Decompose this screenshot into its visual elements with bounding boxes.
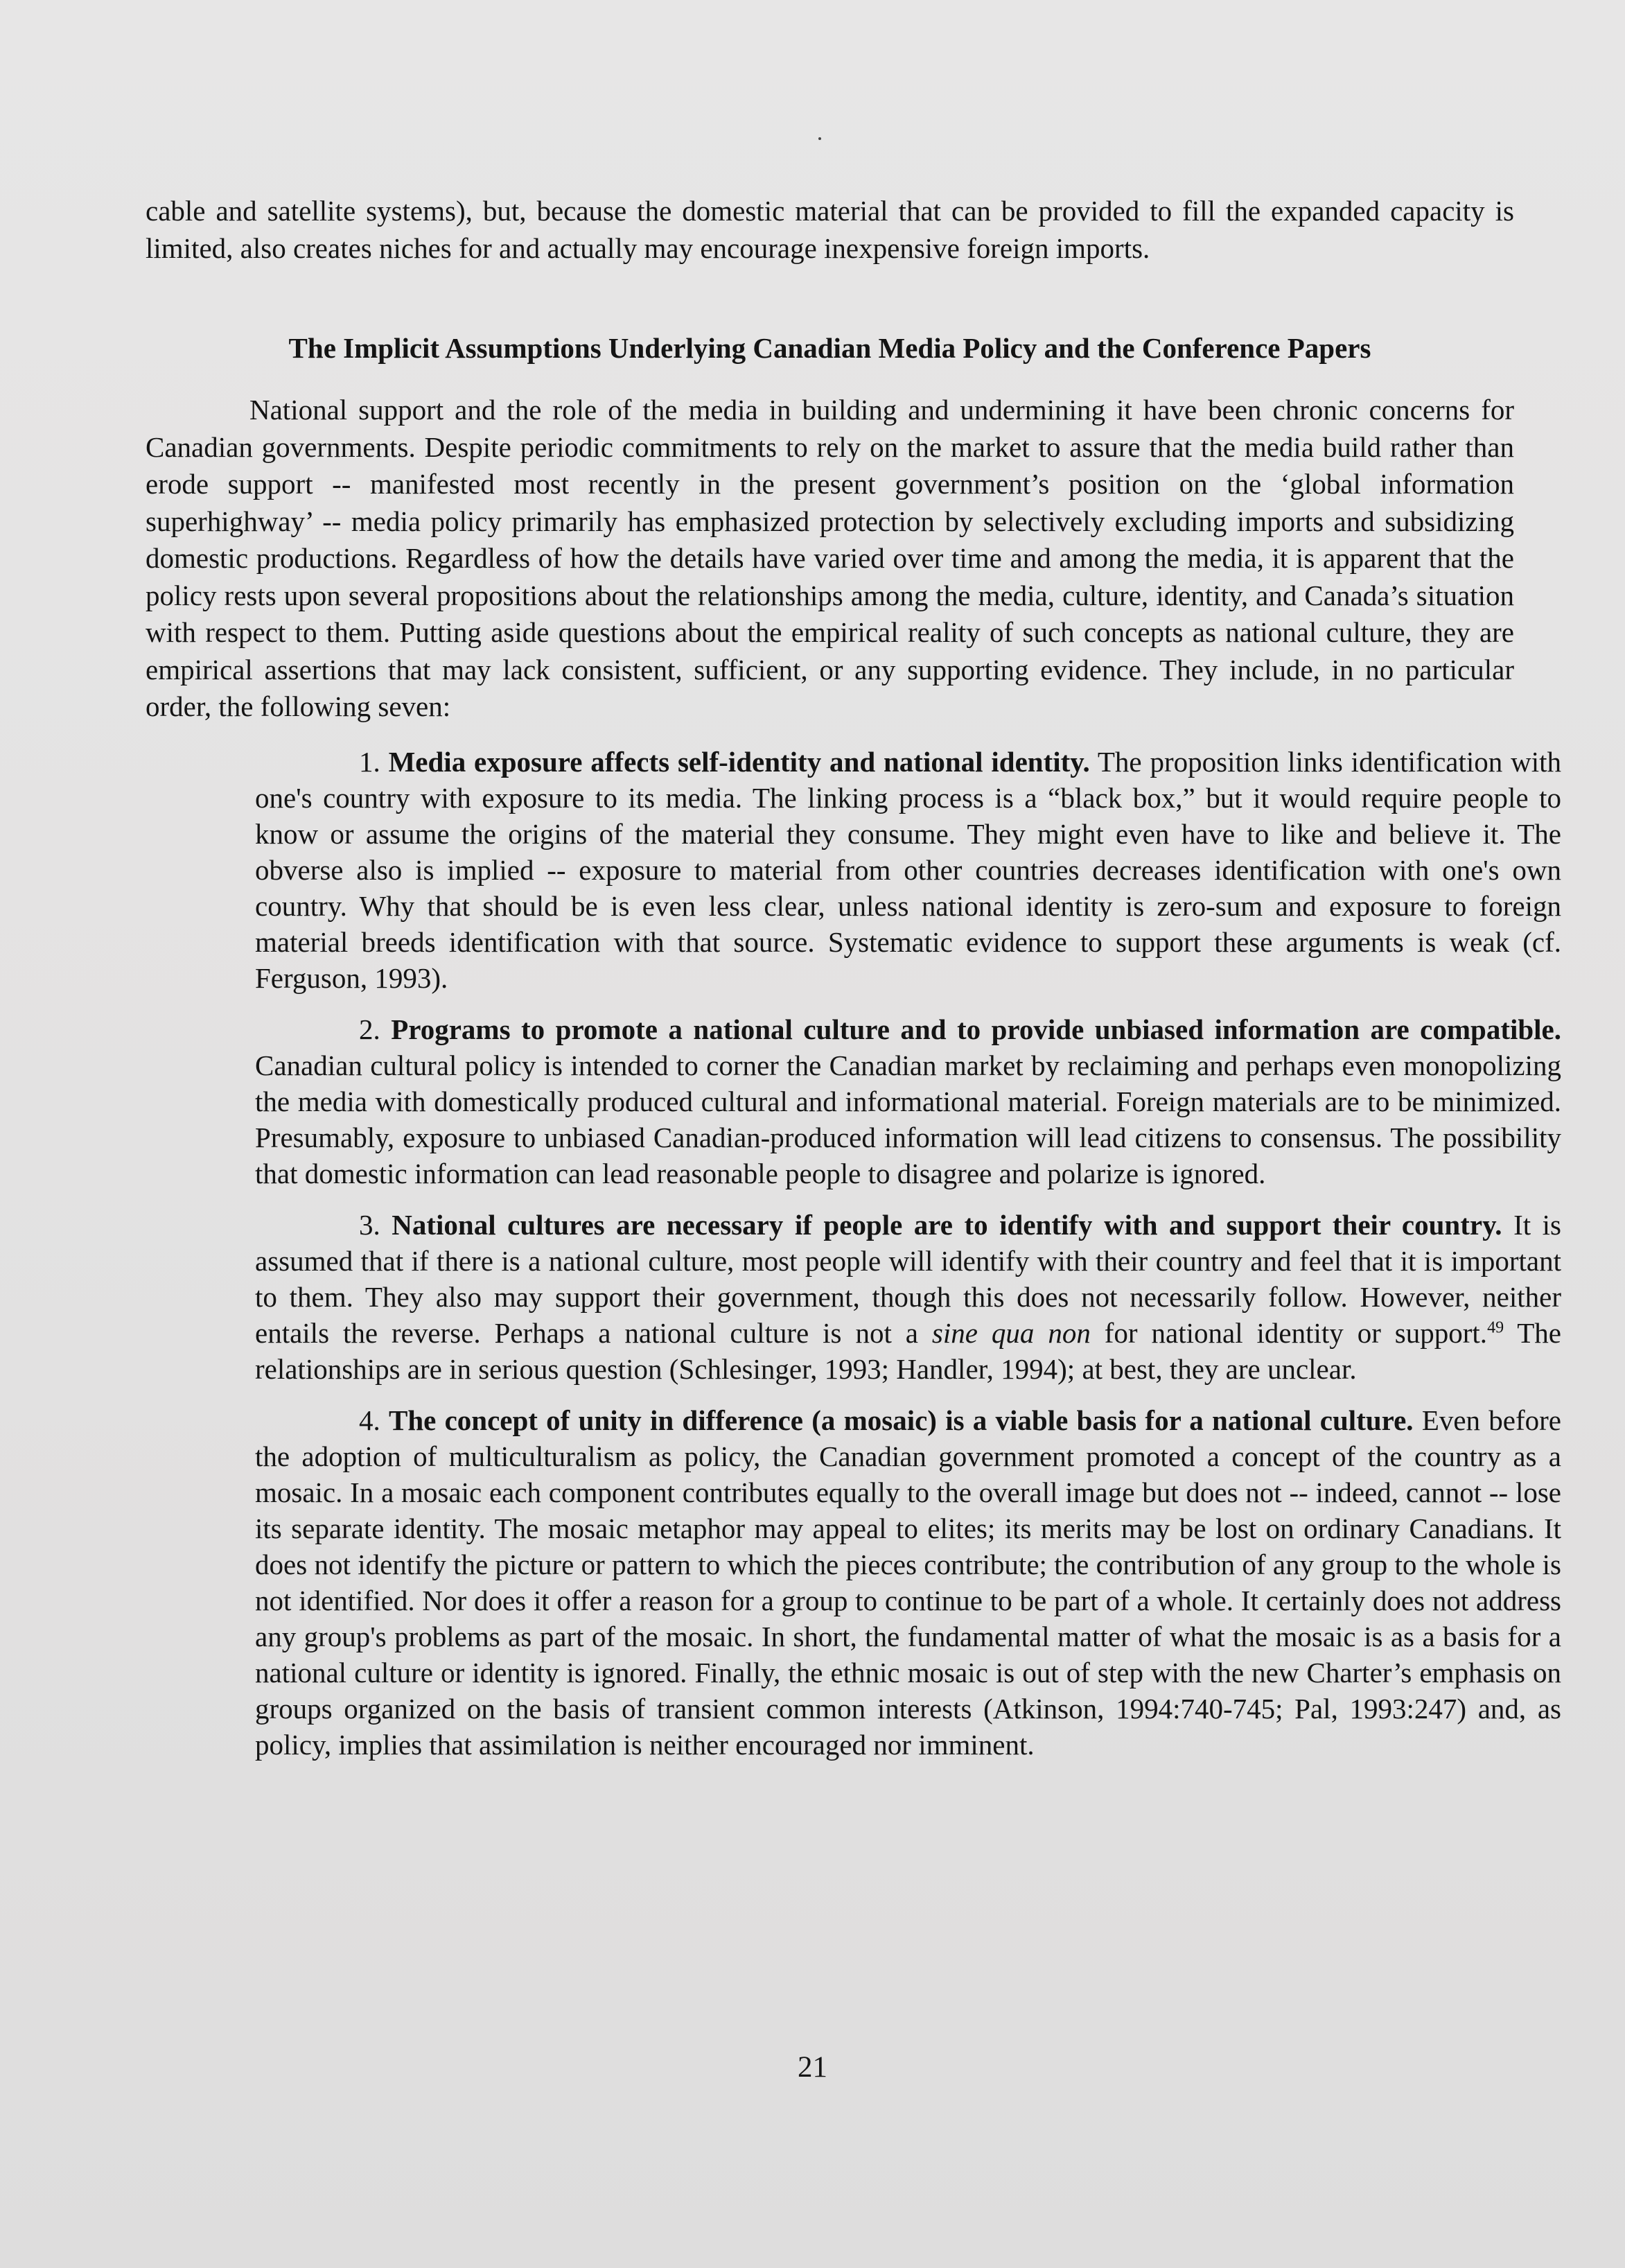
item-text: The proposition links identification with one's country with exposure to its media. The linking process is a “black box,” but it would require people to know or assume the origins of the material they consume. They might even have to like and believe it. The obverse also is implied -- exposure to material from other countries decreases identification with one's own country. Why that should be is even less clear, unless national identity is zero-sum and exposure to foreign material breeds identification with that source. Systematic evidence to support these arguments is weak (cf. Ferguson, 1993).	[255, 745, 1562, 994]
section-heading: The Implicit Assumptions Underlying Canadian Media Policy and the Conference Papers	[288, 332, 1371, 364]
item-italic-phrase: sine qua non	[931, 1316, 1091, 1349]
assumption-item-3	[255, 1207, 1561, 1387]
item-text: for national identity or support.	[1104, 1316, 1488, 1349]
intro-paragraph: cable and satellite systems), but, because the domestic material that can be provided to fill the expanded capacity is limited, also creates niches for and actually may encourage inexpensive foreign imports.	[146, 195, 1514, 264]
item-text: Canadian cultural policy is intended to corner the Canadian market by reclaiming and perhaps even monopolizing the media with domestically produced cultural and informational material. Foreign materials are to be minimized. Presumably, exposure to unbiased Canadian-produced information will lead citizens to consensus. The possibility that domestic information can lead reasonable people to disagree and polarize is ignored.	[255, 1049, 1561, 1189]
assumption-item-4	[255, 1402, 1561, 1763]
item-lead: Programs to promote a national culture and to provide unbiased information are compatible.	[391, 1013, 1561, 1045]
page-body	[146, 193, 1562, 1778]
item-number: 3.	[359, 1208, 380, 1241]
item-lead: Media exposure affects self-identity and national identity.	[388, 745, 1090, 778]
section-paragraph: National support and the role of the media in building and undermining it have been chronic concerns for Canadian governments. Despite periodic commitments to rely on the market to assure that the media build rather than erode support -- manifested most recently in the present government’s position on the ‘global information superhighway’ -- media policy primarily has emphasized protection by selectively excluding imports and subsidizing domestic productions. Regardless of how the details have varied over time and among the media, it is apparent that the policy rests upon several propositions about the relationships among the media, culture, identity, and Canada’s situation with respect to them. Putting aside questions about the empirical reality of such concepts as national culture, they are empirical assertions that may lack consistent, sufficient, or any supporting evidence. They include, in no particular order, the following seven:	[146, 394, 1514, 722]
item-text: The relationships are in serious question (Schlesinger, 1993; Handler, 1994); at best, they are unclear.	[255, 1316, 1562, 1385]
item-lead: The concept of unity in difference (a mosaic) is a viable basis for a national culture.	[389, 1404, 1414, 1436]
item-lead: National cultures are necessary if people are to identify with and support their country.	[392, 1208, 1502, 1241]
item-number: 1.	[359, 745, 380, 778]
assumption-item-1	[255, 744, 1561, 996]
item-text: It is assumed that if there is a national culture, most people will identify with their country and feel that it is important to them. They also may support their government, though this does not necessarily follow. However, neither entails the reverse. Perhaps a national culture is not a	[255, 1208, 1562, 1349]
footnote-marker: 49	[1487, 1318, 1504, 1336]
assumptions-list	[255, 744, 1561, 1763]
item-text: Even before the adoption of multiculturalism as policy, the Canadian government promoted a concept of the country as a mosaic. In a mosaic each component contributes equally to the overall image but does not -- indeed, cannot -- lose its separate identity. The mosaic metaphor may appeal to elites; its merits may be lost on ordinary Canadians. It does not identify the picture or pattern to which the pieces contribute; the contribution of any group to the whole is not identified. Nor does it offer a reason for a group to continue to be part of a whole. It certainly does not address any group's problems as part of the mosaic. In short, the fundamental matter of what the mosaic is as a basis for a national culture or identity is ignored. Finally, the ethnic mosaic is out of step with the new Charter’s emphasis on groups organized on the basis of transient common interests (Atkinson, 1994:740-745; Pal, 1993:247) and, as policy, implies that assimilation is neither encouraged nor imminent.	[255, 1404, 1562, 1761]
item-number: 4.	[359, 1404, 380, 1436]
scan-speck	[818, 137, 821, 140]
item-number: 2.	[359, 1013, 380, 1045]
page-number: 21	[798, 2051, 827, 2084]
assumption-item-2	[255, 1011, 1561, 1192]
